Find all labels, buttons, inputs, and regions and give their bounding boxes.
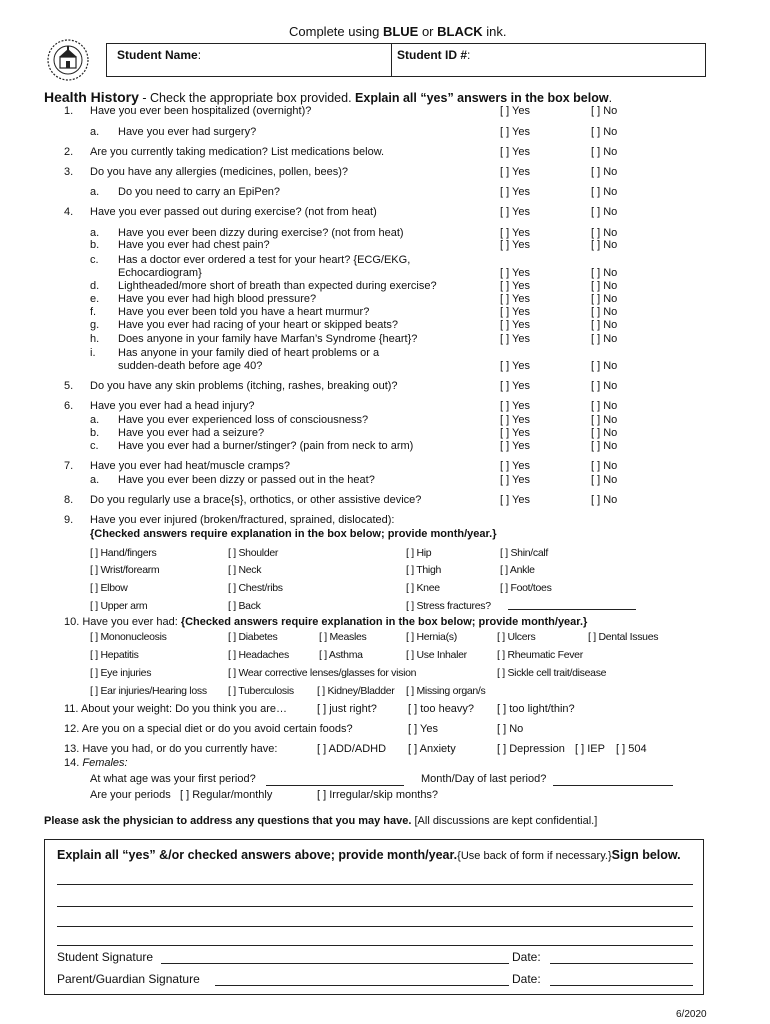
q11-just-right[interactable]: [ ] just right? [317,703,377,715]
yes-checkbox[interactable]: [ ] Yes [500,227,530,239]
yes-checkbox[interactable]: [ ] Yes [500,293,530,305]
q13-num: 13. [64,743,80,755]
question-number: 8. [64,494,74,506]
condition-checkbox[interactable]: [ ] Measles [319,631,367,643]
yes-checkbox[interactable]: [ ] Yes [500,380,530,392]
question-number: a. [90,414,100,426]
question-text: Are you currently taking medication? List medications below. [90,146,385,158]
question-number: 7. [64,460,74,472]
q11-too-heavy[interactable]: [ ] too heavy? [408,703,475,715]
explanation-box [44,839,704,995]
ink-suffix: ink. [482,24,507,39]
yes-checkbox[interactable]: [ ] Yes [500,105,530,117]
injury-checkbox[interactable]: [ ] Upper arm [90,600,148,612]
no-checkbox[interactable]: [ ] No [591,306,618,318]
yes-checkbox[interactable]: [ ] Yes [500,306,530,318]
q13-line [64,743,277,755]
question-number: 6. [64,400,74,412]
explain-line[interactable] [57,884,693,885]
question-number: a. [90,126,100,138]
first-period-label: At what age was your first period? [90,773,256,785]
physician-note [44,815,597,827]
ink-or: or [418,24,438,39]
q11-num: 11. [64,703,79,715]
yes-checkbox[interactable]: [ ] Yes [500,166,530,178]
question-text: Do you regularly use a brace{s}, orthotics, or other assistive device? [90,494,422,506]
first-period-blank[interactable] [266,785,404,786]
injury-checkbox[interactable]: [ ] Hand/fingers [90,547,157,559]
no-checkbox[interactable]: [ ] No [591,186,618,198]
condition-checkbox[interactable]: [ ] Ear injuries/Hearing loss [90,685,207,697]
no-checkbox[interactable]: [ ] No [591,360,618,372]
yes-checkbox[interactable]: [ ] Yes [500,333,530,345]
parent-date-line[interactable] [550,985,693,986]
no-checkbox[interactable]: [ ] No [591,267,618,279]
question-text: Have you ever had racing of your heart or skipped beats? [118,319,399,331]
question-number: 4. [64,206,74,218]
q10-num: 10. [64,616,80,628]
school-seal-icon [46,38,90,82]
q10-text: Have you ever had: [82,616,181,628]
yes-checkbox[interactable]: [ ] Yes [500,267,530,279]
yes-checkbox[interactable]: [ ] Yes [500,440,530,452]
question-number: h. [90,333,100,345]
yes-checkbox[interactable]: [ ] Yes [500,474,530,486]
explain-heading-bold: Explain all “yes” &/or checked answers above; provide month/year. [57,848,458,862]
stress-fracture-blank[interactable] [508,609,636,610]
condition-checkbox[interactable]: [ ] Tuberculosis [228,685,294,697]
question-number: b. [90,239,100,251]
condition-checkbox[interactable]: [ ] Sickle cell trait/disease [497,667,607,679]
question-number: c. [90,440,99,452]
injury-checkbox[interactable]: [ ] Back [228,600,261,612]
parent-date-label: Date: [512,972,541,986]
q10-note: {Checked answers require explanation in the box below; provide month/year.} [180,616,588,628]
injury-checkbox[interactable]: [ ] Stress fractures? [406,600,491,612]
heading-main: Health History [44,89,139,105]
no-checkbox[interactable]: [ ] No [591,239,618,251]
question-number: a. [90,186,100,198]
yes-checkbox[interactable]: [ ] Yes [500,400,530,412]
question-number: d. [90,280,100,292]
condition-checkbox[interactable]: [ ] Eye injuries [90,667,152,679]
condition-checkbox[interactable]: [ ] Headaches [228,649,289,661]
question-number: 1. [64,105,74,117]
no-checkbox[interactable]: [ ] No [591,333,618,345]
injury-checkbox[interactable]: [ ] Thigh [406,564,442,576]
student-name-field[interactable] [117,48,201,62]
parent-signature-label: Parent/Guardian Signature [57,972,200,986]
heading-emphasis: Explain all “yes” answers in the box below [355,91,609,105]
health-history-heading [44,89,612,105]
periods-label: Are your periods [90,789,171,801]
question-number: c. [90,254,99,266]
explain-heading [57,848,681,862]
question-text: Has anyone in your family died of heart problems or a [118,347,380,359]
q12-line [64,723,353,735]
explain-heading-small: {Use back of form if necessary.} [457,850,612,862]
question-text: Have you ever had a burner/stinger? (pain from neck to arm) [118,440,414,452]
question-number: a. [90,227,100,239]
no-checkbox[interactable]: [ ] No [591,494,618,506]
no-checkbox[interactable]: [ ] No [591,146,618,158]
student-date-line[interactable] [550,963,693,964]
question-text: Have you ever had heat/muscle cramps? [90,460,290,472]
explain-line[interactable] [57,945,693,946]
parent-signature-line[interactable] [215,985,509,986]
question-text: Have you ever been dizzy during exercise? (not from heat) [118,227,404,239]
student-info-box [106,43,706,77]
question-text: Have you ever had chest pain? [118,239,270,251]
no-checkbox[interactable]: [ ] No [591,319,618,331]
no-checkbox[interactable]: [ ] No [591,206,618,218]
yes-checkbox[interactable]: [ ] Yes [500,206,530,218]
student-date-label: Date: [512,950,541,964]
question-number: g. [90,319,100,331]
question-text: Has a doctor ever ordered a test for your heart? {ECG/EKG, [118,254,411,266]
no-checkbox[interactable]: [ ] No [591,474,618,486]
condition-checkbox[interactable]: [ ] Rheumatic Fever [497,649,583,661]
no-checkbox[interactable]: [ ] No [591,440,618,452]
q10-line [64,616,587,628]
q14-line [64,757,128,769]
injury-checkbox[interactable]: [ ] Neck [228,564,262,576]
periods-regular[interactable]: [ ] Regular/monthly [180,789,273,801]
no-checkbox[interactable]: [ ] No [591,227,618,239]
question-text: Lightheaded/more short of breath than expected during exercise? [118,280,437,292]
no-checkbox[interactable]: [ ] No [591,280,618,292]
injury-checkbox[interactable]: [ ] Hip [406,547,432,559]
q14-text: Females: [82,757,128,769]
injury-checkbox[interactable]: [ ] Foot/toes [500,582,552,594]
injury-checkbox[interactable]: [ ] Elbow [90,582,128,594]
yes-checkbox[interactable]: [ ] Yes [500,414,530,426]
heading-sub: - Check the appropriate box provided. [138,91,356,105]
question-number: 2. [64,146,74,158]
student-name-colon: : [197,48,202,62]
student-id-field[interactable] [397,48,470,62]
condition-checkbox[interactable]: [ ] Diabetes [228,631,278,643]
condition-checkbox[interactable]: [ ] Wear corrective lenses/glasses for vision [228,667,417,679]
last-period-label: Month/Day of last period? [421,773,547,785]
question-number: 5. [64,380,74,392]
q12-yes[interactable]: [ ] Yes [408,723,438,735]
physician-note-bold: Please ask the physician to address any questions that you may have. [44,815,412,827]
question-text: Do you have any allergies (medicines, pollen, bees)? [90,166,349,178]
condition-checkbox[interactable]: [ ] Dental Issues [588,631,659,643]
injury-checkbox[interactable]: [ ] Shin/calf [500,547,549,559]
condition-checkbox[interactable]: [ ] Use Inhaler [406,649,467,661]
no-checkbox[interactable]: [ ] No [591,293,618,305]
question-text: Echocardiogram} [118,267,202,279]
heading-period: . [608,91,613,105]
no-checkbox[interactable]: [ ] No [591,400,618,412]
form-revision-date: 6/2020 [676,1009,707,1020]
question-text: Have you ever been told you have a heart murmur? [118,306,370,318]
yes-checkbox[interactable]: [ ] Yes [500,360,530,372]
q13-iep[interactable]: [ ] IEP [575,743,605,755]
yes-checkbox[interactable]: [ ] Yes [500,126,530,138]
question-text: Do you need to carry an EpiPen? [118,186,281,198]
q12-num: 12. [64,723,80,735]
last-period-blank[interactable] [553,785,673,786]
injury-checkbox[interactable]: [ ] Shoulder [228,547,279,559]
question-number: 9. [64,514,74,526]
question-text: Have you ever had a seizure? [118,427,265,439]
yes-checkbox[interactable]: [ ] Yes [500,280,530,292]
student-id-label: Student ID # [397,48,468,62]
question-text: Have you ever been hospitalized (overnight)? [90,105,312,117]
no-checkbox[interactable]: [ ] No [591,166,618,178]
injury-checkbox[interactable]: [ ] Ankle [500,564,535,576]
condition-checkbox[interactable]: [ ] Ulcers [497,631,536,643]
student-signature-label: Student Signature [57,950,154,964]
question-text: sudden-death before age 40? [118,360,263,372]
injury-checkbox[interactable]: [ ] Chest/ribs [228,582,283,594]
question-text: Have you ever had high blood pressure? [118,293,317,305]
ink-blue: BLUE [382,24,419,39]
explain-line[interactable] [57,926,693,927]
question-text: Do you have any skin problems (itching, rashes, breaking out)? [90,380,398,392]
q11-too-light[interactable]: [ ] too light/thin? [497,703,575,715]
student-name-label: Student Name [117,48,198,62]
q13-504[interactable]: [ ] 504 [616,743,647,755]
question-text: Have you ever passed out during exercise? (not from heat) [90,206,377,218]
ink-black: BLACK [437,24,483,39]
q13-anxiety[interactable]: [ ] Anxiety [408,743,456,755]
question-number: b. [90,427,100,439]
question-number: a. [90,474,100,486]
periods-irregular[interactable]: [ ] Irregular/skip months? [317,789,439,801]
yes-checkbox[interactable]: [ ] Yes [500,494,530,506]
condition-checkbox[interactable]: [ ] Asthma [319,649,363,661]
yes-checkbox[interactable]: [ ] Yes [500,239,530,251]
question-text: Have you ever had surgery? [118,126,257,138]
yes-checkbox[interactable]: [ ] Yes [500,460,530,472]
question-number: f. [90,306,97,318]
no-checkbox[interactable]: [ ] No [591,427,618,439]
condition-checkbox[interactable]: [ ] Hernia(s) [406,631,457,643]
q13-text: Have you had, or do you currently have: [82,743,278,755]
yes-checkbox[interactable]: [ ] Yes [500,319,530,331]
question-number: 3. [64,166,74,178]
question-number: e. [90,293,100,305]
yes-checkbox[interactable]: [ ] Yes [500,186,530,198]
question-number: i. [90,347,96,359]
question-text: Does anyone in your family have Marfan’s Syndrome {heart}? [118,333,418,345]
q13-depression[interactable]: [ ] Depression [497,743,565,755]
question-text: Have you ever had a head injury? [90,400,255,412]
ink-instruction [289,24,506,39]
condition-checkbox[interactable]: [ ] Hepatitis [90,649,139,661]
yes-checkbox[interactable]: [ ] Yes [500,146,530,158]
q12-text: Are you on a special diet or do you avoid certain foods? [81,723,353,735]
explain-heading-sign: Sign below. [611,848,681,862]
q13-add-adhd[interactable]: [ ] ADD/ADHD [317,743,387,755]
no-checkbox[interactable]: [ ] No [591,380,618,392]
question-text: Have you ever experienced loss of consciousness? [118,414,369,426]
q12-no[interactable]: [ ] No [497,723,524,735]
question-text: Have you ever injured (broken/fractured, sprained, dislocated): [90,514,395,526]
no-checkbox[interactable]: [ ] No [591,105,618,117]
condition-checkbox[interactable]: [ ] Mononucleosis [90,631,167,643]
question-text: Have you ever been dizzy or passed out in the heat? [118,474,375,486]
explain-line[interactable] [57,906,693,907]
q14-num: 14. [64,757,80,769]
injury-checkbox[interactable]: [ ] Wrist/forearm [90,564,160,576]
info-divider [391,44,392,76]
no-checkbox[interactable]: [ ] No [591,460,618,472]
q11-line [64,703,287,715]
q11-text: About your weight: Do you think you are… [80,703,287,715]
student-id-colon: : [467,48,471,62]
no-checkbox[interactable]: [ ] No [591,126,618,138]
q9-note: {Checked answers require explanation in the box below; provide month/year.} [90,528,497,540]
ink-prefix: Complete using [289,24,383,39]
condition-checkbox[interactable]: [ ] Kidney/Bladder [317,685,395,697]
physician-note-rest: [All discussions are kept confidential.] [411,815,598,827]
injury-checkbox[interactable]: [ ] Knee [406,582,440,594]
no-checkbox[interactable]: [ ] No [591,414,618,426]
student-signature-line[interactable] [161,963,509,964]
condition-checkbox[interactable]: [ ] Missing organ/s [406,685,486,697]
yes-checkbox[interactable]: [ ] Yes [500,427,530,439]
